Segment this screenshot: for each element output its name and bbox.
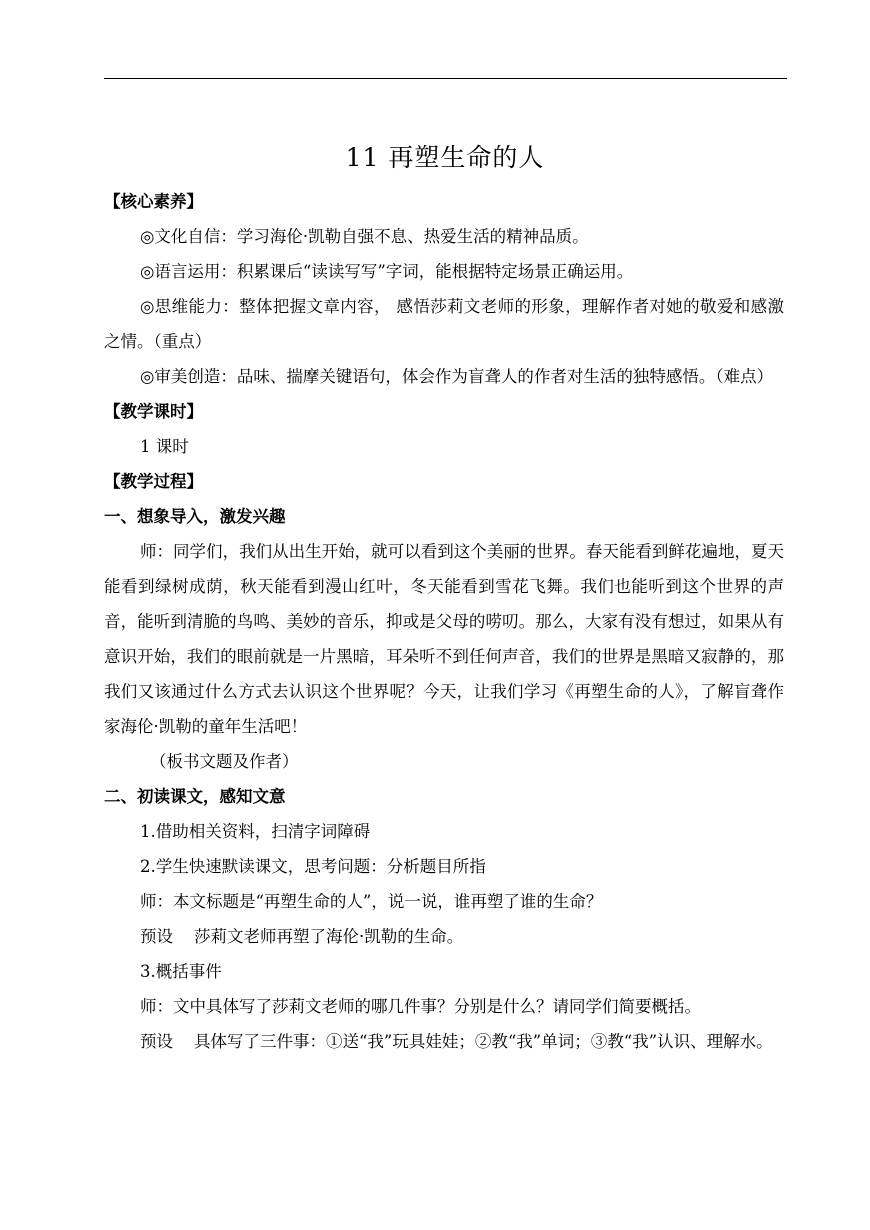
part2-line-1: 1.借助相关资料，扫清字词障碍 xyxy=(140,822,371,841)
core-item-thinking: ◎思维能力：整体把握文章内容， 感悟莎莉文老师的形象，理解作者对她的敬爱和感激之情。（重点） xyxy=(104,297,784,351)
part2-line-3: 师：本文标题是“再塑生命的人”，说一说，谁再塑了谁的生命？ xyxy=(140,892,603,911)
hours-value: 1 课时 xyxy=(140,437,189,456)
part1-paragraph: 师：同学们，我们从出生开始，就可以看到这个美丽的世界。春天能看到鲜花遍地，夏天能看到绿树成荫，秋天能看到漫山红叶，冬天能看到雪花飞舞。我们也能听到这个世界的声音，能听到清脆的鸟鸣、美妙的音乐，抑或是父母的唠叨。那么，大家有没有想过，如果从有意识开始，我们的眼前就是一片黑暗，耳朵听不到任何声音，我们的世界是黑暗又寂静的，那我们又该通过什么方式去认识这个世界呢？今天，让我们学习《再塑生命的人》，了解盲聋作家海伦·凯勒的童年生活吧！ xyxy=(104,542,784,736)
part2-line-2: 2.学生快速默读课文，思考问题：分析题目所指 xyxy=(140,857,486,876)
part1-note: （板书文题及作者） xyxy=(150,752,299,771)
core-item-culture: ◎文化自信：学习海伦·凯勒自强不息、热爱生活的精神品质。 xyxy=(140,227,589,246)
part2-line-5: 3.概括事件 xyxy=(140,962,222,981)
part2-heading: 二、初读课文，感知文意 xyxy=(104,787,286,806)
header-rule xyxy=(104,78,787,79)
core-heading: 【核心素养】 xyxy=(104,192,203,211)
part1-heading: 一、想象导入，激发兴趣 xyxy=(104,507,286,526)
document-body xyxy=(104,184,784,1059)
part2-line-6: 师：文中具体写了莎莉文老师的哪几件事？分别是什么？请同学们简要概括。 xyxy=(140,997,701,1016)
page-title: 11 再塑生命的人 xyxy=(345,143,545,172)
core-item-aesthetic: ◎审美创造：品味、揣摩关键语句，体会作为盲聋人的作者对生活的独特感悟。（难点） xyxy=(140,367,774,386)
core-item-language: ◎语言运用：积累课后“读读写写”字词，能根据特定场景正确运用。 xyxy=(140,262,634,281)
hours-heading: 【教学课时】 xyxy=(104,402,203,421)
part2-line-7: 预设 具体写了三件事：①送“我”玩具娃娃；②教“我”单词；③教“我”认识、理解水。 xyxy=(140,1032,773,1051)
part2-line-4: 预设 莎莉文老师再塑了海伦·凯勒的生命。 xyxy=(140,927,464,946)
process-heading: 【教学过程】 xyxy=(104,472,203,491)
